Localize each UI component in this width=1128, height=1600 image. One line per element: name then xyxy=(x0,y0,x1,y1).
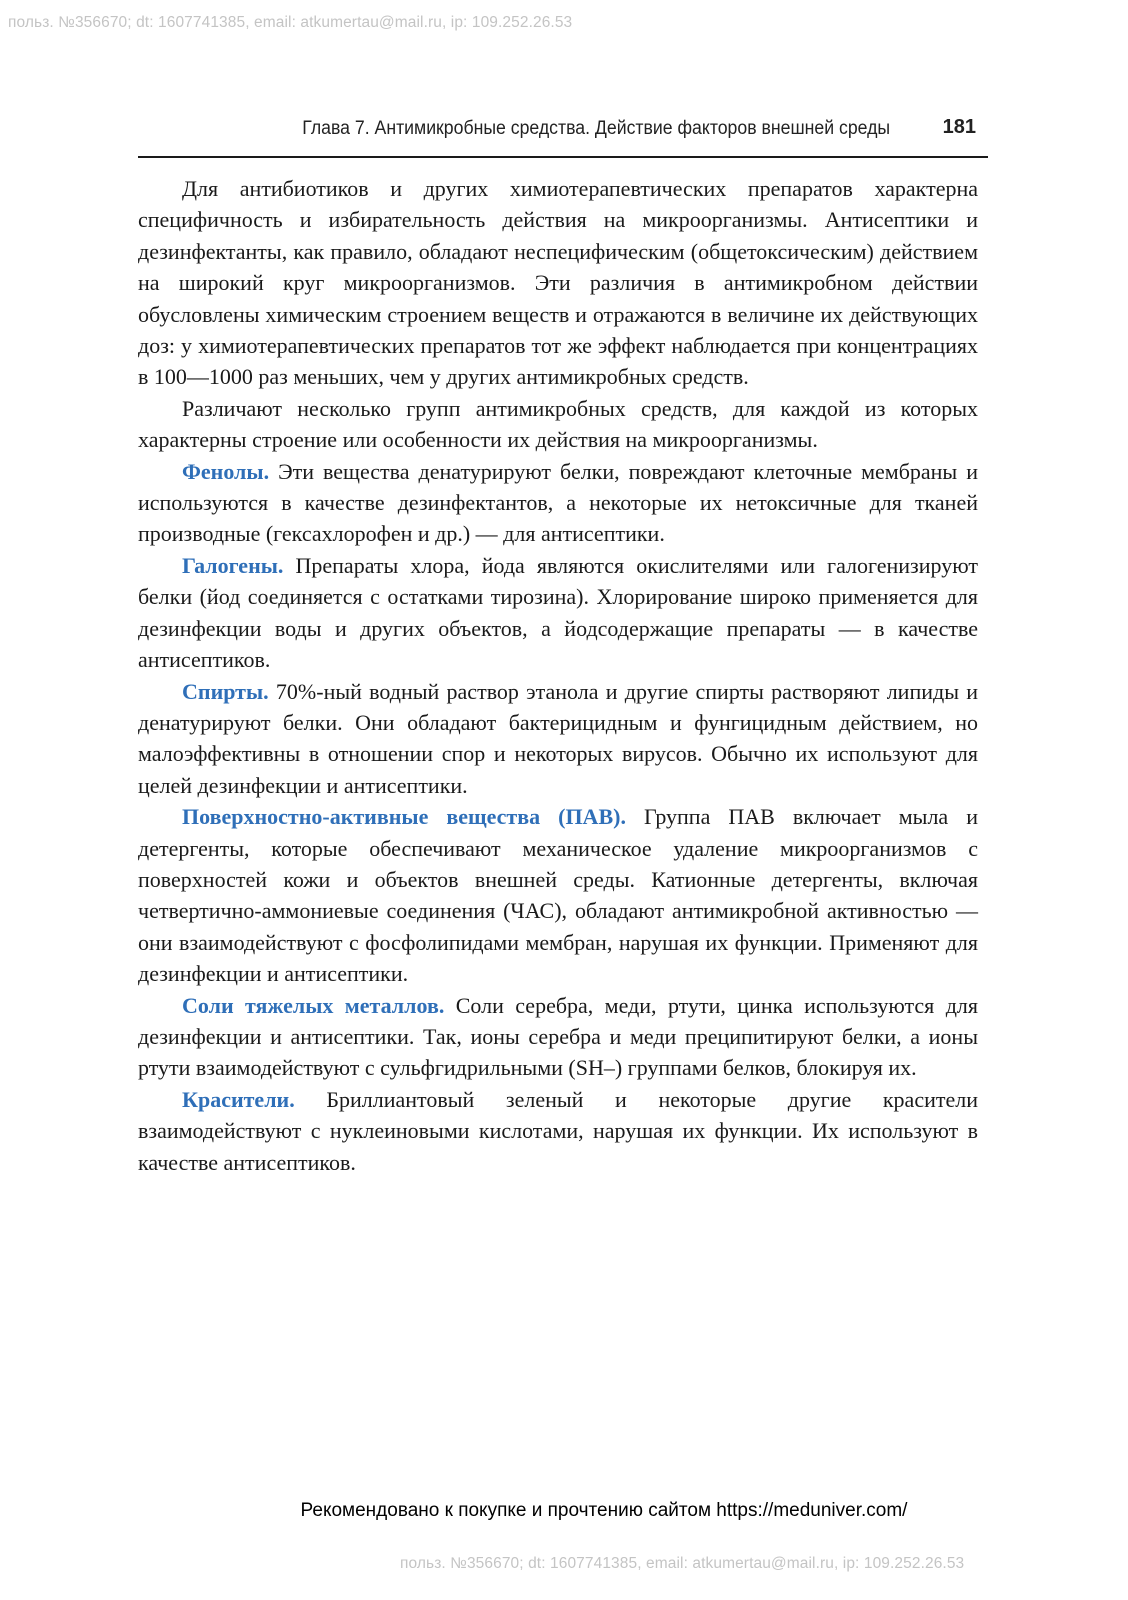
chapter-title: Глава 7. Антимикробные средства. Действие факторов внешней среды xyxy=(302,118,890,139)
paragraph-dyes xyxy=(138,1084,978,1178)
page-number: 181 xyxy=(942,116,976,138)
section-lead-heavy-metals: Соли тяжелых металлов. xyxy=(182,992,445,1018)
paragraph-text: Соли серебра, меди, ртути, цинка используются для дезинфекции и антисептики. Так, ионы серебра и меди преципитируют белки, а ионы ртути взаимодействуют с сульфгидрильными (SH–) группами белков, блокируя их. xyxy=(138,992,978,1081)
section-lead-surfactants: Поверхностно-активные вещества (ПАВ). xyxy=(182,804,626,830)
paragraph-text: Препараты хлора, йода являются окислителями или галогенизируют белки (йод соединяется с остатками тирозина). Хлорирование широко применяется для дезинфекции воды и других объектов, а йодсодержащие препараты — в качестве антисептиков. xyxy=(138,552,978,673)
watermark-top: польз. №356670; dt: 1607741385, email: atkumertau@mail.ru, ip: 109.252.26.53 xyxy=(8,14,573,31)
watermark-bottom: польз. №356670; dt: 1607741385, email: atkumertau@mail.ru, ip: 109.252.26.53 xyxy=(400,1555,965,1572)
paragraph-text: Различают несколько групп антимикробных средств, для каждой из которых характерны строение или особенности их действия на микроорганизмы. xyxy=(138,395,978,453)
section-lead-phenols: Фенолы. xyxy=(182,458,270,484)
body-text xyxy=(138,173,978,1178)
paragraph-text: Эти вещества денатурируют белки, повреждают клеточные мембраны и используются в качестве дезинфектантов, а некоторые их нетоксичные для тканей производные (гексахлорофен и др.) — для антисептики. xyxy=(138,458,978,547)
paragraph xyxy=(138,393,978,456)
paragraph-alcohols xyxy=(138,676,978,802)
paragraph-heavy-metals xyxy=(138,990,978,1084)
paragraph-text: Для антибиотиков и других химиотерапевтических препаратов характерна специфичность и избирательность действия на микроорганизмы. Антисептики и дезинфектанты, как правило, обладают неспецифическим (общетоксическим) действием на широкий круг микроорганизмов. Эти различия в антимикробном действии обусловлены химическим строением веществ и отражаются в величине их действующих доз: у химиотерапевтических препаратов тот же эффект наблюдается при концентрациях в 100—1000 раз меньших, чем у других антимикробных средств. xyxy=(138,176,978,390)
paragraph-phenols xyxy=(138,456,978,550)
footer-recommendation: Рекомендовано к покупке и прочтению сайтом https://meduniver.com/ xyxy=(300,1500,908,1521)
section-lead-dyes: Красители. xyxy=(182,1086,295,1112)
paragraph-surfactants xyxy=(138,801,978,989)
paragraph xyxy=(138,173,978,393)
section-lead-alcohols: Спирты. xyxy=(182,678,269,704)
paragraph-text: Группа ПАВ включает мыла и детергенты, которые обеспечивают механическое удаление микроорганизмов с поверхностей кожи и объектов внешней среды. Катионные детергенты, включая четвертично-аммониевые соединения (ЧАС), обладают антимикробной активностью — они взаимодействуют с фосфолипидами мембран, нарушая их функции. Применяют для дезинфекции и антисептики. xyxy=(138,804,978,987)
paragraph-text: 70%-ный водный раствор этанола и другие спирты растворяют липиды и денатурируют белки. Они обладают бактерицидным и фунгицидным действием, но малоэффективны в отношении спор и некоторых вирусов. Обычно их используют для целей дезинфекции и антисептики. xyxy=(138,678,978,798)
section-lead-halogens: Галогены. xyxy=(182,552,284,578)
running-head xyxy=(138,112,988,158)
paragraph-text: Бриллиантовый зеленый и некоторые другие красители взаимодействуют с нуклеиновыми кислотами, нарушая их функции. Их используют в качестве антисептиков. xyxy=(138,1086,978,1175)
paragraph-halogens xyxy=(138,550,978,676)
